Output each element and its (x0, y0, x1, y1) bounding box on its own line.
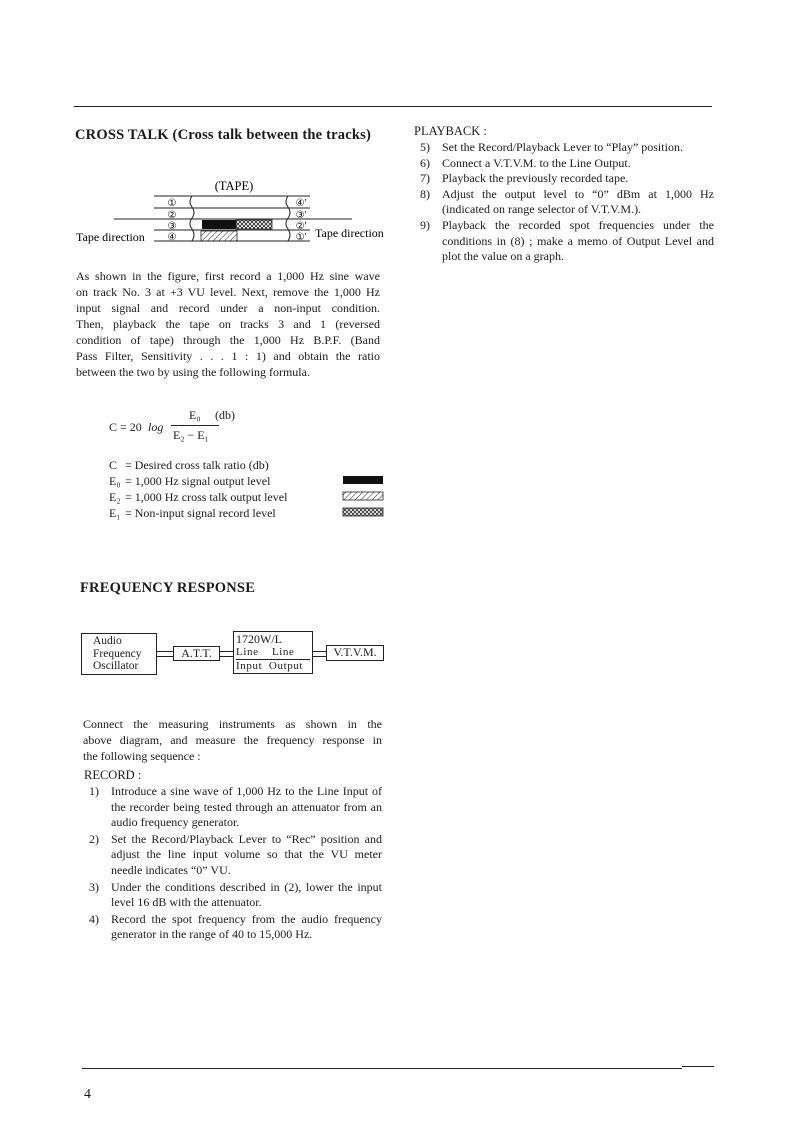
top-rule (74, 106, 712, 107)
playback-step: 8) Adjust the output level to “0” dBm at 1,000 Hz (indicated on range selector of V.T.V.M.). (420, 186, 714, 217)
definition-symbol: E₁ (109, 506, 121, 520)
track-right-3: ③' (295, 210, 307, 221)
tape-label: (TAPE) (214, 179, 254, 193)
cross-talk-line: condition of tape) through the 1,000 Hz B.P.F. (Band (76, 333, 380, 347)
bottom-rule-tail (682, 1066, 714, 1070)
tape-diagram (74, 176, 396, 248)
recorder-model: 1720W/L (236, 632, 282, 646)
track-left-2: ② (167, 210, 177, 221)
frequency-line: Connect the measuring instruments as shown in the (83, 717, 382, 731)
cross-talk-paragraph (76, 268, 380, 380)
frequency-line: above diagram, and measure the frequency response in (83, 733, 382, 747)
formula-log: log (148, 420, 164, 434)
frequency-line: the following sequence : (83, 749, 201, 763)
playback-step: 7) Playback the previously recorded tape. (420, 171, 629, 186)
recorder-line-labels: Line Line (236, 645, 295, 658)
formula-numerator: E₀ (189, 408, 201, 422)
cross-talk-line: between the two by using the following formula. (76, 365, 310, 379)
e0-solid-region (202, 220, 236, 229)
cross-talk-line: on track No. 3 at +3 VU level. Next, remove the 1,000 Hz (76, 285, 380, 299)
tape-direction-right: Tape direction (315, 226, 384, 240)
track-right-1: ①' (295, 232, 307, 243)
formula-lhs: C = 20 (109, 420, 142, 434)
definition-symbol: C (109, 458, 118, 472)
e1-crosshatch-region (236, 220, 272, 229)
definition-symbol: E₀ (109, 474, 121, 488)
record-step: 4) Record the spot frequency from the audio frequency generator in the range of 40 to 15,000 Hz. (89, 911, 382, 942)
oscillator-line: Oscillator (93, 660, 139, 672)
bottom-rule (82, 1068, 682, 1069)
e2-hatch-region (201, 231, 237, 241)
track-right-2: ②' (295, 221, 307, 232)
definition-row (109, 506, 276, 521)
recorder-io-labels: Input Output (236, 659, 310, 673)
connector-att-recorder (220, 651, 233, 657)
track-right-4: ④' (295, 198, 307, 209)
playback-heading: PLAYBACK : (414, 124, 487, 138)
track-left-4: ④ (167, 232, 177, 243)
cross-talk-line: Pass Filter, Sensitivity . . . 1 : 1) and obtain the ratio (76, 349, 380, 363)
cross-talk-heading: CROSS TALK (Cross talk between the tracks) (75, 127, 371, 143)
cross-talk-line: input signal and record under a non-input condition. (76, 301, 380, 315)
record-step: 1) Introduce a sine wave of 1,000 Hz to the Line Input of the recorder being tested through an attenuator from an audio frequency generator. (89, 784, 382, 830)
definition-row (109, 474, 270, 489)
definition-text: = 1,000 Hz cross talk output level (125, 490, 288, 504)
definition-symbol: E₂ (109, 490, 121, 504)
definition-row (109, 458, 269, 473)
page-number: 4 (84, 1087, 91, 1102)
record-step: 2) Set the Record/Playback Lever to “Rec” position and adjust the line input volume so that the VU meter needle indicates “0” VU. (89, 831, 382, 877)
playback-step: 5) Set the Record/Playback Lever to “Play” position. (420, 140, 683, 154)
swatch-crosshatch (343, 508, 383, 516)
audio-oscillator-box (81, 633, 157, 675)
connector-osc-att (157, 651, 173, 657)
fraction-bar (171, 425, 219, 426)
track-left-1: ① (167, 198, 177, 209)
definition-text: = Non-input signal record level (125, 506, 276, 520)
formula-denominator: E₂ − E₁ (173, 428, 209, 442)
legend-swatches (341, 474, 385, 520)
definition-row (109, 490, 287, 505)
frequency-paragraph (83, 716, 382, 764)
playback-step: 6) Connect a V.T.V.M. to the Line Output. (420, 155, 631, 170)
playback-step: 9) Playback the recorded spot frequencies under the conditions in (8) ; make a memo of Output Level and plot the value on a graph. (420, 217, 714, 264)
record-step: 3) Under the conditions described in (2), lower the input level 16 dB with the attenuator. (89, 879, 382, 910)
cross-talk-line: Then, playback the tape on tracks 3 and 1 (reversed (76, 317, 380, 331)
oscillator-line: Frequency (93, 647, 142, 660)
swatch-solid (343, 476, 383, 484)
frequency-response-heading: FREQUENCY RESPONSE (80, 580, 256, 596)
cross-talk-line: As shown in the figure, first record a 1,000 Hz sine wave (76, 269, 380, 283)
playback-steps (420, 140, 714, 265)
recorder-box (233, 631, 313, 674)
vtvm-box: V.T.V.M. (326, 645, 384, 661)
formula-unit: (db) (215, 408, 235, 422)
record-heading: RECORD : (84, 768, 142, 782)
definition-text: = 1,000 Hz signal output level (125, 474, 271, 488)
track-left-3: ③ (167, 221, 177, 232)
tape-direction-left: Tape direction (76, 230, 145, 244)
att-box: A.T.T. (173, 646, 220, 661)
connector-recorder-vtvm (313, 651, 326, 657)
swatch-hatch (343, 492, 383, 500)
record-steps (89, 784, 382, 943)
definition-text: = Desired cross talk ratio (db) (125, 458, 269, 472)
cross-talk-formula (109, 406, 269, 446)
oscillator-line: Audio (93, 635, 122, 647)
